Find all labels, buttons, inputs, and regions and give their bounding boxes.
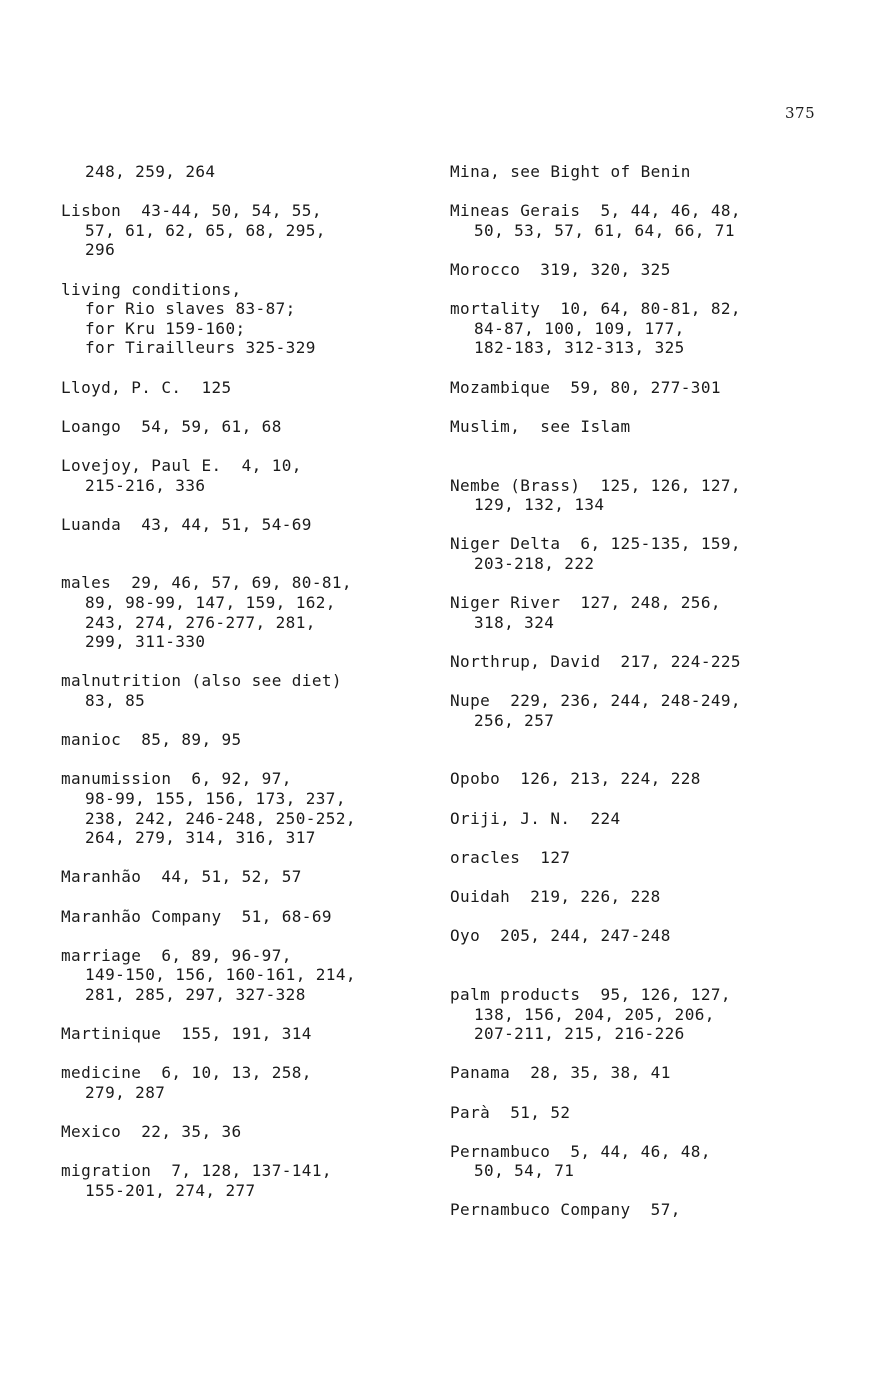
index-entry (61, 730, 451, 750)
index-entry (450, 1142, 840, 1181)
index-entry-continuation: 207-211, 215, 216-226 (474, 1024, 685, 1044)
index-entry (450, 1103, 840, 1123)
index-entry (450, 809, 840, 829)
index-entry-continuation: 203-218, 222 (474, 553, 595, 573)
index-entry-heading: malnutrition (also see diet) (61, 671, 342, 691)
index-entry-continuation: 279, 287 (85, 1082, 166, 1102)
index-entry-heading: Muslim, see Islam (450, 416, 631, 436)
index-entry-heading: Nupe 229, 236, 244, 248-249, (450, 691, 741, 711)
index-entry-heading: Mexico 22, 35, 36 (61, 1122, 242, 1142)
index-entry-continuation: 155-201, 274, 277 (85, 1180, 256, 1200)
index-entry-continuation: 243, 274, 276-277, 281, (85, 612, 316, 632)
index-entry-heading: Martinique 155, 191, 314 (61, 1024, 312, 1044)
index-entry-continuation: 238, 242, 246-248, 250-252, (85, 808, 356, 828)
index-entry-heading: Oyo 205, 244, 247-248 (450, 926, 671, 946)
index-entry-heading: Mineas Gerais 5, 44, 46, 48, (450, 201, 741, 221)
index-entry-continuation: 299, 311-330 (85, 632, 206, 652)
index-entry (450, 417, 840, 437)
index-entry-continuation: for Kru 159-160; (85, 318, 246, 338)
index-entry-heading: Northrup, David 217, 224-225 (450, 651, 741, 671)
index-entry-heading: Opobo 126, 213, 224, 228 (450, 769, 701, 789)
index-entry-heading: living conditions, (61, 279, 242, 299)
index-entry-heading: Luanda 43, 44, 51, 54-69 (61, 514, 312, 534)
index-entry (450, 848, 840, 868)
index-entry-heading: Mozambique 59, 80, 277-301 (450, 377, 721, 397)
index-column-right (450, 162, 840, 1240)
index-entry-heading: palm products 95, 126, 127, (450, 984, 731, 1004)
index-entry (61, 769, 451, 847)
index-entry (61, 456, 451, 495)
index-entry-continuation: 318, 324 (474, 612, 555, 632)
index-entry-heading: Panama 28, 35, 38, 41 (450, 1063, 671, 1083)
index-entry (450, 887, 840, 907)
index-entry (61, 1024, 451, 1044)
index-entry-continuation: 281, 285, 297, 327-328 (85, 984, 306, 1004)
index-entry-heading: Lisbon 43-44, 50, 54, 55, (61, 201, 322, 221)
index-entry (450, 299, 840, 358)
index-entry (450, 476, 840, 515)
index-entry-heading: marriage 6, 89, 96-97, (61, 945, 292, 965)
index-entry-heading: Niger Delta 6, 125-135, 159, (450, 534, 741, 554)
index-entry (61, 378, 451, 398)
index-entry (61, 946, 451, 1005)
index-entry (450, 534, 840, 573)
index-entry (61, 162, 451, 182)
index-entry (450, 260, 840, 280)
index-entry-heading: Lovejoy, Paul E. 4, 10, (61, 455, 302, 475)
index-entry-continuation: 182-183, 312-313, 325 (474, 338, 685, 358)
index-entry-heading: Pernambuco 5, 44, 46, 48, (450, 1141, 711, 1161)
index-entry-continuation: 84-87, 100, 109, 177, (474, 318, 685, 338)
index-entry (450, 691, 840, 730)
index-entry (450, 985, 840, 1044)
index-entry-heading: oracles 127 (450, 847, 571, 867)
index-column-left (61, 162, 451, 1220)
index-entry (61, 1063, 451, 1102)
index-entry-continuation: 296 (85, 240, 116, 260)
index-entry-continuation: 264, 279, 314, 316, 317 (85, 828, 316, 848)
index-entry-heading: Loango 54, 59, 61, 68 (61, 416, 282, 436)
index-entry-heading: Niger River 127, 248, 256, (450, 593, 721, 613)
index-entry-continuation: 83, 85 (85, 691, 146, 711)
index-entry-heading: Maranhão 44, 51, 52, 57 (61, 867, 302, 887)
index-entry-continuation: 149-150, 156, 160-161, 214, (85, 965, 356, 985)
index-entry-continuation: 50, 53, 57, 61, 64, 66, 71 (474, 220, 735, 240)
index-entry (61, 867, 451, 887)
index-entry-heading: Mina, see Bight of Benin (450, 162, 691, 181)
index-entry-continuation: 129, 132, 134 (474, 495, 605, 515)
index-entry-heading: Parà 51, 52 (450, 1102, 571, 1122)
index-entry (61, 671, 451, 710)
index-entry (450, 926, 840, 946)
index-entry-heading: Nembe (Brass) 125, 126, 127, (450, 475, 741, 495)
index-entry-continuation: 57, 61, 62, 65, 68, 295, (85, 220, 326, 240)
index-entry-heading: medicine 6, 10, 13, 258, (61, 1063, 312, 1083)
index-entry-heading: males 29, 46, 57, 69, 80-81, (61, 573, 352, 593)
index-entry-heading: Lloyd, P. C. 125 (61, 377, 232, 397)
index-entry (61, 573, 451, 651)
index-entry (450, 593, 840, 632)
index-entry-heading: Oriji, J. N. 224 (450, 808, 621, 828)
index-entry-heading: migration 7, 128, 137-141, (61, 1161, 332, 1181)
index-entry (61, 1122, 451, 1142)
index-entry-continuation: for Rio slaves 83-87; (85, 299, 296, 319)
index-entry-heading: manumission 6, 92, 97, (61, 769, 292, 789)
index-entry-heading: manioc 85, 89, 95 (61, 730, 242, 750)
index-entry (450, 162, 840, 182)
index-entry (61, 907, 451, 927)
index-entry (61, 280, 451, 358)
index-entry-continuation: 50, 54, 71 (474, 1161, 575, 1181)
index-entry-heading: mortality 10, 64, 80-81, 82, (450, 299, 741, 319)
index-entry (450, 769, 840, 789)
index-entry-continuation: 215-216, 336 (85, 475, 206, 495)
index-entry-continuation: for Tirailleurs 325-329 (85, 338, 316, 358)
index-entry-heading: Morocco 319, 320, 325 (450, 259, 671, 279)
index-entry (450, 1200, 840, 1220)
index-entry (450, 378, 840, 398)
index-entry-heading: Ouidah 219, 226, 228 (450, 886, 661, 906)
index-entry-continuation: 256, 257 (474, 710, 555, 730)
index-entry-continuation: 138, 156, 204, 205, 206, (474, 1004, 715, 1024)
index-entry (450, 1063, 840, 1083)
index-entry-continuation: 89, 98-99, 147, 159, 162, (85, 593, 336, 613)
page-number: 375 (785, 104, 816, 122)
index-entry (61, 515, 451, 535)
index-entry (61, 1161, 451, 1200)
index-entry (61, 201, 451, 260)
index-entry (61, 417, 451, 437)
index-entry-heading: Pernambuco Company 57, (450, 1200, 681, 1220)
index-entry-heading: Maranhão Company 51, 68-69 (61, 906, 332, 926)
index-entry (450, 652, 840, 672)
index-entry-continuation: 98-99, 155, 156, 173, 237, (85, 789, 346, 808)
index-entry (450, 201, 840, 240)
index-entry-heading: 248, 259, 264 (85, 162, 216, 181)
